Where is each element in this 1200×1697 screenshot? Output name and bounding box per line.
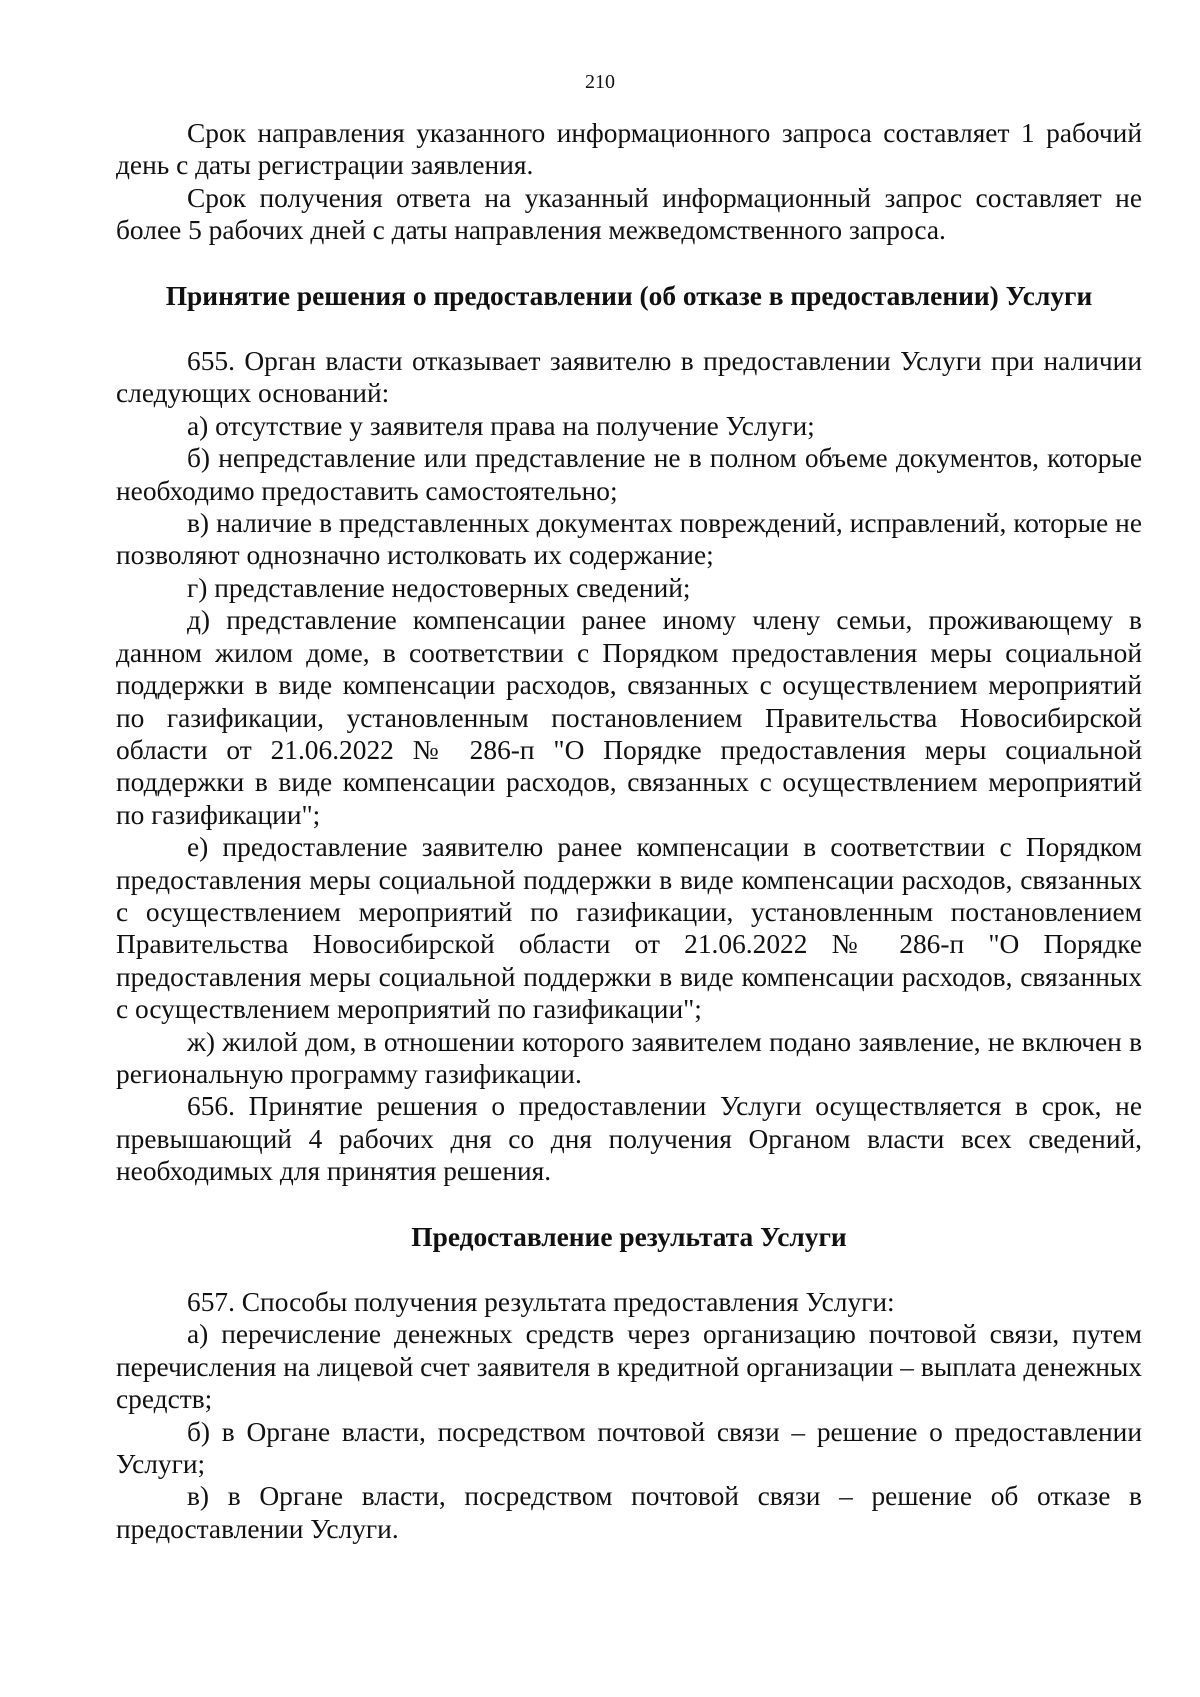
list-item-v: в) наличие в представленных документах повреждений, исправлений, которые не позволяют однозначно истолковать их содержание; — [116, 508, 1142, 571]
list-item-a: а) отсутствие у заявителя права на получение Услуги; — [187, 410, 815, 441]
section-heading-decision: Принятие решения о предоставлении (об отказе в предоставлении) Услуги — [165, 280, 1093, 311]
page-number: 210 — [585, 71, 615, 93]
list-item-v: в) в Органе власти, посредством почтовой связи – решение об отказе в предоставлении Услуги. — [116, 1481, 1142, 1544]
list-item-g: г) представление недостоверных сведений; — [187, 572, 691, 603]
list-item-d: д) представление компенсации ранее иному члену семьи, проживающему в данном жилом доме, в соответствии с Порядком предоставления меры социальной поддержки в виде компенсации расходов, связанных с осуществлением мероприятий по газификации, установленным постановлением Правительства Новосибирской области от 21.06.2022 № 286-п "О Порядке предоставления меры социальной поддержки в виде компенсации расходов, связанных с осуществлением мероприятий по газификации"; — [116, 605, 1142, 830]
paragraph: Срок получения ответа на указанный информационный запрос составляет не более 5 рабочих дней с даты направления межведомственного запроса. — [116, 182, 1142, 246]
paragraph-656: 656. Принятие решения о предоставлении Услуги осуществляется в срок, не превышающий 4 рабочих дня со дня получения Органом власти всех сведений, необходимых для принятия решения. — [116, 1091, 1142, 1187]
document-body — [116, 117, 1142, 1545]
paragraph-657: 657. Способы получения результата предоставления Услуги: — [187, 1287, 895, 1317]
paragraph: Срок направления указанного информационного запроса составляет 1 рабочий день с даты регистрации заявления. — [116, 118, 1142, 181]
list-item-b: б) в Органе власти, посредством почтовой связи – решение о предоставлении Услуги; — [116, 1416, 1142, 1480]
list-item-e: е) предоставление заявителю ранее компенсации в соответствии с Порядком предоставления меры социальной поддержки в виде компенсации расходов, связанных с осуществлением мероприятий по газификации, установленным постановлением Правительства Новосибирской области от 21.06.2022 № 286-п "О Порядке предоставления меры социальной поддержки в виде компенсации расходов, связанных с осуществлением мероприятий по газификации"; — [116, 832, 1142, 1025]
section-heading-result: Предоставление результата Услуги — [411, 1221, 847, 1252]
list-item-a: а) перечисление денежных средств через организацию почтовой связи, путем перечисления на лицевой счет заявителя в кредитной организации – выплата денежных средств; — [116, 1319, 1142, 1415]
list-item-b: б) непредставление или представление не в полном объеме документов, которые необходимо предоставить самостоятельно; — [116, 443, 1142, 506]
paragraph-655: 655. Орган власти отказывает заявителю в предоставлении Услуги при наличии следующих оснований: — [116, 346, 1142, 409]
list-item-zh: ж) жилой дом, в отношении которого заявителем подано заявление, не включен в региональную программу газификации. — [116, 1026, 1142, 1089]
